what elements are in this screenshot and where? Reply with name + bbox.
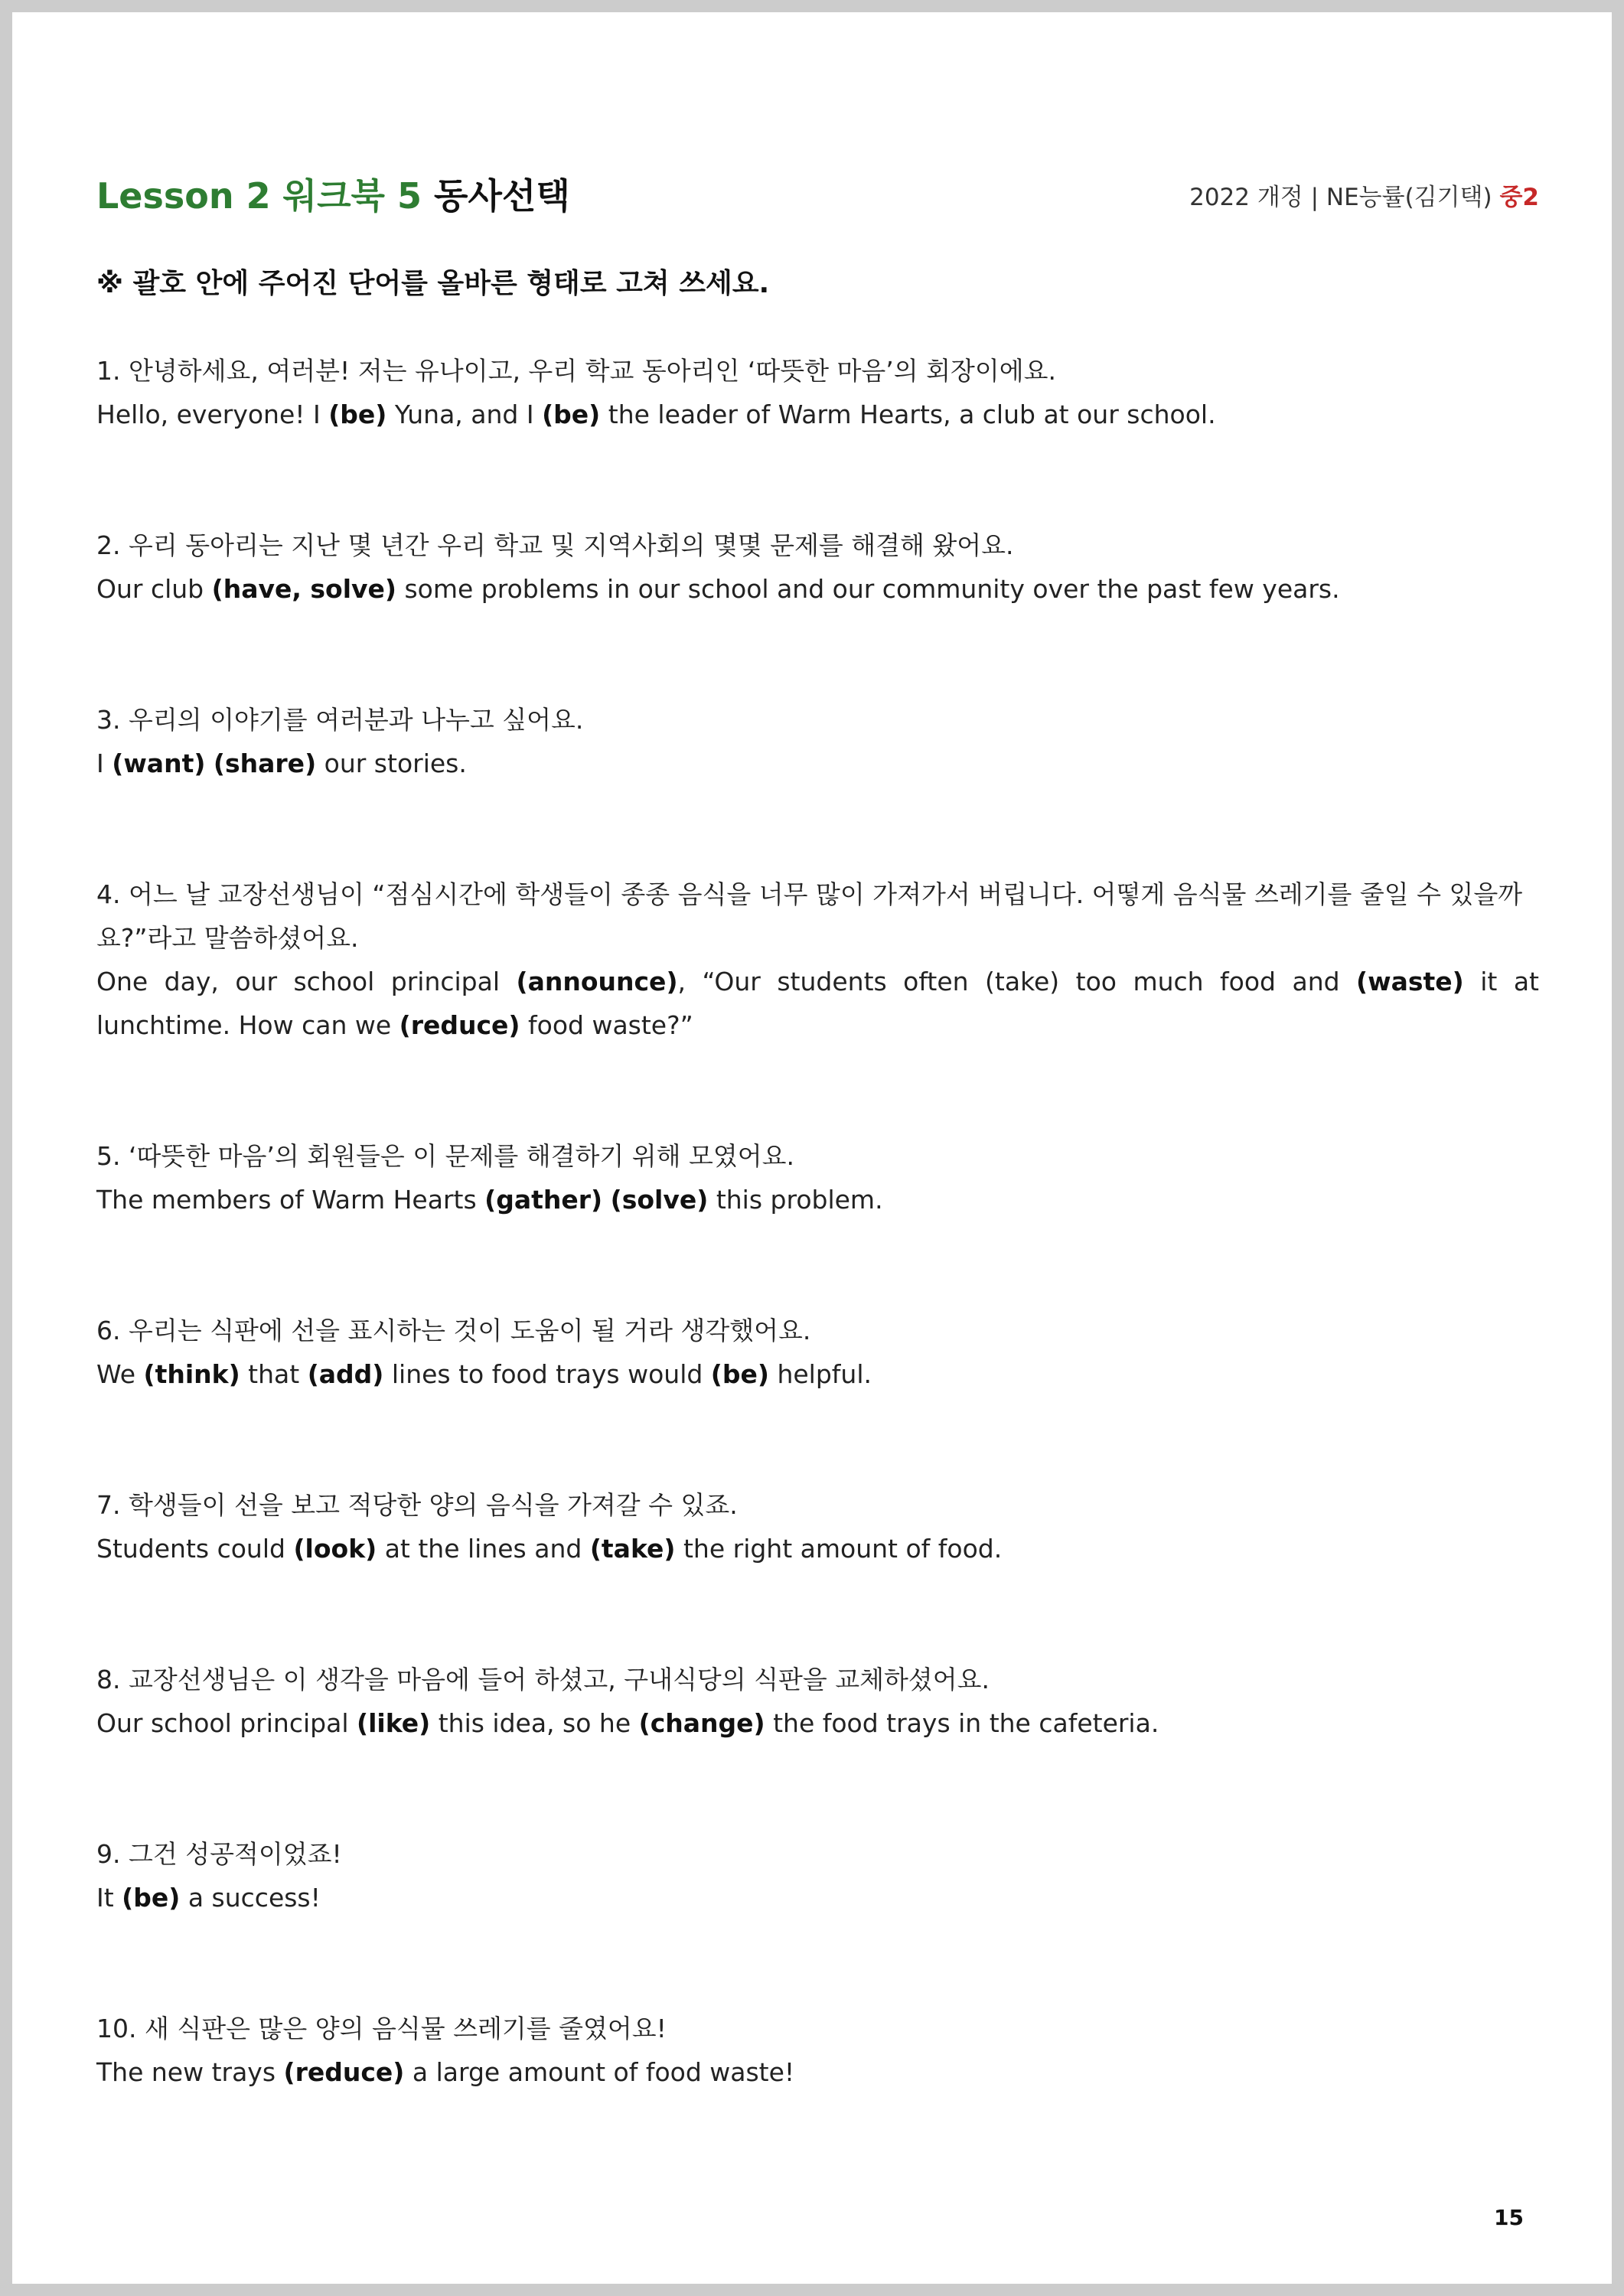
english-sentence [96,960,1539,1047]
english-sentence [96,1701,1539,1745]
korean-sentence: 10. 새 식판은 많은 양의 음식물 쓰레기를 줄였어요! [96,2014,667,2043]
sentence-text: the leader of Warm Hearts, a club at our school. [600,400,1216,429]
page-number: 15 [1494,2205,1524,2230]
verb-hint: (look) [293,1534,377,1564]
sentence-text: this problem. [708,1185,883,1215]
exercise-item-6 [96,1309,1539,1396]
verb-hint: (solve) [610,1185,709,1215]
verb-hint: (like) [356,1708,431,1738]
sentence-text: , “Our students often (take) too much food and [677,967,1357,996]
verb-hint: (waste) [1356,967,1464,996]
sentence-text: our stories. [316,748,467,778]
exercise-item-8 [96,1658,1539,1745]
sentence-text [205,748,214,778]
sentence-text: food waste?” [520,1010,693,1040]
verb-hint: (be) [328,400,387,429]
sentence-text: this idea, so he [430,1708,639,1738]
topic-label: 동사선택 [434,175,570,217]
page-header [96,169,1539,223]
verb-hint: (be) [122,1883,181,1913]
workbook-label: 워크북 5 [282,175,422,217]
english-sentence [96,1352,1539,1396]
verb-hint: (reduce) [399,1010,520,1040]
exercise-item-5 [96,1134,1539,1221]
lesson-label: Lesson 2 [96,175,271,217]
english-sentence [96,567,1539,611]
english-sentence [96,1876,1539,1919]
verb-hint: (think) [143,1359,240,1389]
edition-text: 2022 개정 | NE능률(김기택) [1189,184,1492,211]
sentence-text: Students could [96,1534,294,1564]
verb-hint: (change) [638,1708,765,1738]
verb-hint: (reduce) [283,2057,405,2087]
sentence-text: One day, our school principal [96,967,517,996]
exercise-item-9 [96,1832,1539,1919]
korean-sentence: 2. 우리 동아리는 지난 몇 년간 우리 학교 및 지역사회의 몇몇 문제를 해결해 왔어요. [96,530,1014,560]
verb-hint: (have, solve) [211,574,396,604]
english-sentence [96,1178,1539,1221]
sentence-text: We [96,1359,144,1389]
korean-sentence: 7. 학생들이 선을 보고 적당한 양의 음식을 가져갈 수 있죠. [96,1490,738,1520]
sentence-text: The new trays [96,2057,284,2087]
korean-sentence: 8. 교장선생님은 이 생각을 마음에 들어 하셨고, 구내식당의 식판을 교체하셨어요. [96,1665,990,1694]
korean-sentence: 6. 우리는 식판에 선을 표시하는 것이 도움이 될 거라 생각했어요. [96,1316,811,1345]
sentence-text: It [96,1883,122,1913]
instruction-text: ※ 괄호 안에 주어진 단어를 올바른 형태로 고쳐 쓰세요. [96,268,770,299]
english-sentence [96,1527,1539,1570]
verb-hint: (be) [542,400,601,429]
worksheet-page [12,12,1612,2284]
sentence-text: helpful. [768,1359,872,1389]
verb-hint: (add) [307,1359,384,1389]
exercise-item-3 [96,698,1539,785]
page-title [96,169,570,223]
sentence-text: Our club [96,574,212,604]
korean-sentence: 3. 우리의 이야기를 여러분과 나누고 싶어요. [96,705,584,735]
sentence-text: it at lunchtime. How can we [96,967,1539,1040]
korean-sentence: 4. 어느 날 교장선생님이 “점심시간에 학생들이 종종 음식을 너무 많이 가져가서 버립니다. 어떻게 음식물 쓰레기를 줄일 수 있을까요?”라고 말씀하셨어요. [96,879,1523,953]
korean-sentence: 9. 그건 성공적이었죠! [96,1839,342,1869]
sentence-text: at the lines and [377,1534,590,1564]
exercise-item-1 [96,349,1539,436]
sentence-text: that [240,1359,308,1389]
english-sentence [96,393,1539,436]
sentence-text: the food trays in the cafeteria. [765,1708,1159,1738]
exercise-item-10 [96,2007,1539,2094]
exercise-item-7 [96,1483,1539,1570]
verb-hint: (want) [112,748,206,778]
sentence-text: lines to food trays would [383,1359,711,1389]
verb-hint: (announce) [516,967,678,996]
sentence-text: I [96,748,113,778]
sentence-text: Yuna, and I [386,400,543,429]
english-sentence [96,742,1539,785]
verb-hint: (gather) [484,1185,603,1215]
sentence-text: a success! [180,1883,321,1913]
korean-sentence: 1. 안녕하세요, 여러분! 저는 유나이고, 우리 학교 동아리인 ‘따뜻한 마음’의 회장이에요. [96,356,1057,386]
grade-label: 중2 [1499,184,1539,211]
exercise-item-4 [96,872,1539,1047]
sentence-text: Our school principal [96,1708,357,1738]
english-sentence [96,2050,1539,2094]
verb-hint: (take) [589,1534,676,1564]
sentence-text: the right amount of food. [675,1534,1003,1564]
verb-hint: (share) [213,748,317,778]
verb-hint: (be) [710,1359,769,1389]
exercise-item-2 [96,523,1539,611]
sentence-text [602,1185,611,1215]
sentence-text: Hello, everyone! I [96,400,329,429]
korean-sentence: 5. ‘따뜻한 마음’의 회원들은 이 문제를 해결하기 위해 모였어요. [96,1141,794,1171]
sentence-text: The members of Warm Hearts [96,1185,485,1215]
edition-info [1189,180,1539,215]
sentence-text: a large amount of food waste! [404,2057,795,2087]
sentence-text: some problems in our school and our community over the past few years. [396,574,1340,604]
